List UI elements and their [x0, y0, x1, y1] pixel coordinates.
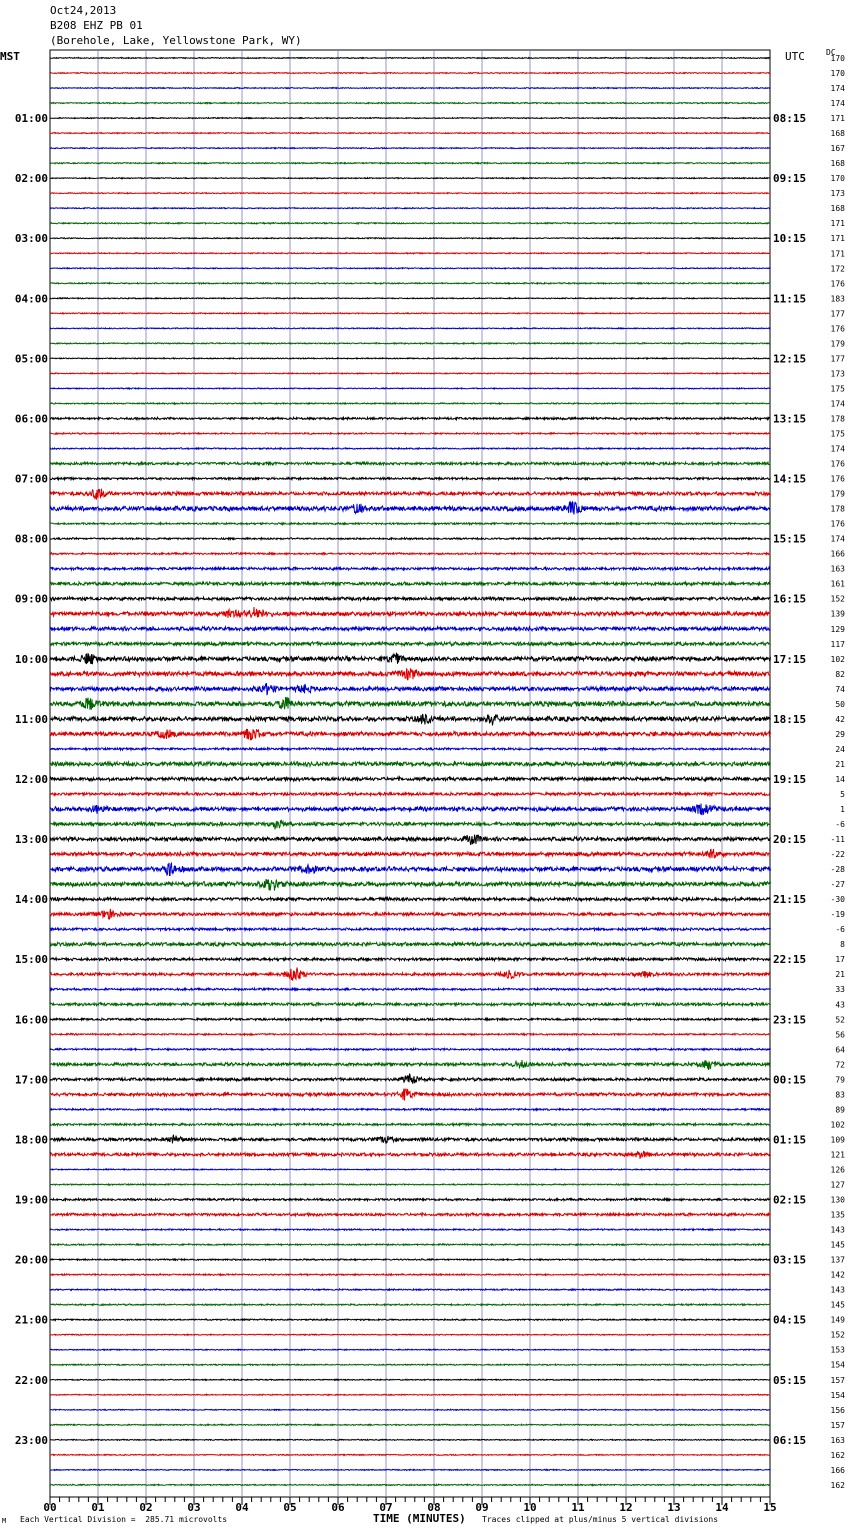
dc-offset-label: 102: [830, 654, 845, 664]
dc-offset-label: -19: [830, 910, 845, 920]
dc-offset-label: 145: [830, 1240, 845, 1250]
utc-hour-label: 10:15: [773, 232, 807, 246]
dc-offset-label: 1: [840, 805, 845, 814]
utc-hour-label: 20:15: [773, 833, 807, 847]
utc-hour-label: 05:15: [773, 1373, 807, 1387]
dc-offset-label: 152: [830, 1330, 845, 1340]
dc-offset-label: 127: [830, 1180, 845, 1190]
seismic-trace: [50, 313, 771, 314]
seismic-trace: [50, 792, 771, 795]
dc-offset-label: 179: [830, 339, 845, 349]
seismic-trace: [50, 1259, 771, 1261]
dc-offset-label: 178: [830, 414, 845, 424]
left-timezone-label: MST: [0, 50, 20, 63]
dc-offset-label: 173: [830, 369, 845, 379]
seismic-trace: [50, 1349, 771, 1350]
dc-offset-label: 166: [830, 549, 845, 559]
seismic-trace: [50, 358, 771, 359]
seismic-trace: [50, 283, 771, 284]
dc-offset-label: 83: [835, 1090, 845, 1100]
dc-offset-label: 130: [830, 1195, 845, 1205]
seismic-trace: [50, 849, 771, 858]
seismic-trace: [50, 1439, 771, 1440]
seismic-trace: [50, 57, 771, 58]
dc-offset-label: 161: [830, 579, 845, 589]
x-tick-label: 07: [379, 1501, 393, 1514]
seismic-trace: [50, 1169, 771, 1170]
dc-offset-label: 177: [830, 309, 845, 319]
seismic-trace: [50, 1454, 771, 1455]
dc-offset-label: 154: [830, 1360, 845, 1370]
dc-offset-label: 176: [830, 459, 845, 469]
utc-hour-label: 08:15: [773, 112, 807, 126]
seismic-trace: [50, 1394, 771, 1395]
seismic-trace: [50, 178, 771, 179]
mst-hour-label: 19:00: [14, 1193, 48, 1207]
dc-offset-label: 163: [830, 1435, 845, 1445]
dc-offset-label: 149: [830, 1315, 845, 1325]
dc-offset-label: 137: [830, 1255, 845, 1265]
dc-offset-label: 43: [835, 1000, 845, 1010]
seismic-trace: [50, 1319, 771, 1321]
seismic-trace: [50, 417, 771, 419]
dc-offset-label: 174: [830, 444, 845, 454]
x-tick-label: 14: [715, 1501, 729, 1514]
seismic-trace: [50, 1364, 771, 1365]
mst-hour-label: 15:00: [14, 953, 48, 967]
seismic-trace: [50, 1135, 771, 1144]
seismic-trace: [50, 1424, 771, 1425]
dc-offset-label: 5: [840, 789, 845, 799]
dc-offset-label: -27: [830, 880, 845, 890]
dc-offset-label: 117: [830, 639, 845, 649]
utc-hour-label: 19:15: [773, 772, 807, 786]
seismic-trace: [50, 502, 771, 515]
seismic-trace: [50, 328, 771, 329]
seismic-trace: [50, 627, 771, 631]
seismic-trace: [50, 1274, 771, 1276]
dc-offset-label: -28: [830, 865, 845, 875]
utc-hour-label: 16:15: [773, 592, 807, 606]
dc-offset-label: 171: [830, 219, 845, 229]
dc-offset-label: 56: [835, 1030, 845, 1040]
seismic-trace: [50, 133, 771, 134]
seismic-trace: [50, 821, 771, 830]
seismic-trace: [50, 729, 771, 740]
utc-hour-label: 11:15: [773, 292, 807, 306]
utc-hour-label: 17:15: [773, 652, 807, 666]
dc-offset-label: 143: [830, 1285, 845, 1295]
x-tick-label: 05: [283, 1501, 297, 1514]
mst-hour-label: 10:00: [14, 652, 48, 666]
mst-hour-label: 12:00: [14, 772, 48, 786]
mst-hour-label: 01:00: [14, 112, 48, 126]
seismic-trace: [50, 1409, 771, 1410]
seismic-trace: [50, 1244, 771, 1246]
dc-offset-label: 21: [835, 970, 845, 980]
dc-offset-label: 42: [835, 714, 845, 724]
seismic-trace: [50, 582, 771, 585]
seismic-trace: [50, 1089, 771, 1101]
chart-header-date: Oct24,2013: [50, 4, 117, 17]
seismic-trace: [50, 268, 771, 269]
seismic-trace: [50, 597, 771, 601]
seismic-trace: [50, 553, 771, 555]
seismic-trace: [50, 72, 771, 73]
seismic-trace: [50, 1469, 771, 1470]
dc-offset-label: 154: [830, 1390, 845, 1400]
mst-hour-label: 16:00: [14, 1013, 48, 1027]
dc-offset-label: 168: [830, 204, 845, 214]
x-tick-label: 03: [187, 1501, 201, 1514]
dc-offset-label: 174: [830, 99, 845, 109]
dc-offset-label: 172: [830, 264, 845, 274]
seismic-trace: [50, 433, 771, 435]
seismic-trace: [50, 102, 771, 103]
seismic-trace: [50, 669, 771, 680]
utc-hour-label: 18:15: [773, 712, 807, 726]
right-timezone-label: UTC: [785, 50, 805, 63]
dc-offset-label: -6: [835, 925, 845, 935]
x-tick-label: 11: [571, 1501, 585, 1514]
utc-hour-label: 12:15: [773, 352, 807, 366]
dc-offset-label: 174: [830, 534, 845, 544]
mst-hour-label: 11:00: [14, 712, 48, 726]
dc-offset-label: 170: [830, 174, 845, 184]
dc-offset-label: 170: [830, 69, 845, 79]
utc-hour-label: 00:15: [773, 1073, 807, 1087]
utc-hour-label: 14:15: [773, 472, 807, 486]
x-tick-label: 15: [763, 1501, 777, 1514]
utc-hour-label: 03:15: [773, 1253, 807, 1267]
seismic-trace: [50, 477, 771, 479]
footer-corner-mark: M: [2, 1517, 7, 1525]
seismic-trace: [50, 714, 771, 725]
dc-offset-label: 168: [830, 159, 845, 169]
seismic-trace: [50, 863, 771, 876]
dc-offset-label: 176: [830, 324, 845, 334]
seismic-trace: [50, 988, 771, 990]
mst-hour-label: 22:00: [14, 1373, 48, 1387]
seismic-trace: [50, 1074, 771, 1084]
x-tick-label: 06: [331, 1501, 345, 1514]
utc-hour-label: 13:15: [773, 412, 807, 426]
dc-offset-label: 126: [830, 1165, 845, 1175]
dc-offset-label: 33: [835, 985, 845, 995]
chart-header-location: (Borehole, Lake, Yellowstone Park, WY): [50, 34, 302, 47]
dc-offset-label: 171: [830, 234, 845, 244]
dc-offset-label: -22: [830, 850, 845, 860]
dc-offset-label: 157: [830, 1375, 845, 1385]
mst-hour-label: 04:00: [14, 292, 48, 306]
seismic-trace: [50, 958, 771, 961]
seismic-trace: [50, 942, 771, 946]
seismic-trace: [50, 1048, 771, 1050]
dc-offset-label: 162: [830, 1480, 845, 1490]
dc-offset-label: 72: [835, 1060, 845, 1070]
dc-offset-label: -30: [830, 895, 845, 905]
seismic-trace: [50, 148, 771, 149]
dc-offset-label: 17: [835, 955, 845, 965]
seismic-trace: [50, 897, 771, 901]
dc-offset-label: 102: [830, 1120, 845, 1130]
mst-hour-label: 23:00: [14, 1433, 48, 1447]
seismic-trace: [50, 448, 771, 450]
dc-offset-label: 143: [830, 1225, 845, 1235]
dc-offset-label: 171: [830, 114, 845, 124]
dc-offset-label: 175: [830, 429, 845, 439]
utc-hour-label: 15:15: [773, 532, 807, 546]
mst-hour-label: 14:00: [14, 893, 48, 907]
mst-hour-label: 13:00: [14, 833, 48, 847]
seismic-trace: [50, 683, 771, 695]
seismic-trace: [50, 697, 771, 710]
dc-offset-label: 171: [830, 249, 845, 259]
dc-offset-label: 177: [830, 354, 845, 364]
dc-offset-label: 142: [830, 1270, 845, 1280]
mst-hour-label: 08:00: [14, 532, 48, 546]
dc-offset-label: 135: [830, 1210, 845, 1220]
dc-offset-label: 29: [835, 729, 845, 739]
x-tick-label: 10: [523, 1501, 537, 1514]
dc-offset-label: 179: [830, 489, 845, 499]
seismic-trace: [50, 762, 771, 767]
dc-offset-label: 79: [835, 1075, 845, 1085]
dc-offset-label: 178: [830, 504, 845, 514]
seismic-trace: [50, 777, 771, 781]
seismic-trace: [50, 373, 771, 374]
dc-offset-label: 173: [830, 189, 845, 199]
mst-hour-label: 09:00: [14, 592, 48, 606]
mst-hour-label: 17:00: [14, 1073, 48, 1087]
dc-offset-label: 82: [835, 669, 845, 679]
dc-offset-label: 168: [830, 129, 845, 139]
x-tick-label: 09: [475, 1501, 489, 1514]
seismic-trace: [50, 462, 771, 465]
utc-hour-label: 04:15: [773, 1313, 807, 1327]
seismic-trace: [50, 253, 771, 254]
mst-hour-label: 06:00: [14, 412, 48, 426]
dc-offset-label: 167: [830, 144, 845, 154]
chart-header-station: B208 EHZ PB 01: [50, 19, 143, 32]
mst-hour-label: 02:00: [14, 172, 48, 186]
dc-offset-label: 170: [830, 54, 845, 63]
mst-hour-label: 07:00: [14, 472, 48, 486]
dc-column-label: DC: [826, 48, 836, 57]
seismic-trace: [50, 1151, 771, 1158]
mst-hour-label: 20:00: [14, 1253, 48, 1267]
x-tick-label: 00: [43, 1501, 57, 1514]
seismic-trace: [50, 163, 771, 164]
seismic-trace: [50, 403, 771, 404]
dc-offset-label: 139: [830, 609, 845, 619]
seismic-trace: [50, 1033, 771, 1035]
dc-offset-label: 156: [830, 1405, 845, 1415]
dc-offset-label: 64: [835, 1045, 845, 1055]
x-axis-label: TIME (MINUTES): [373, 1512, 466, 1525]
seismic-trace: [50, 748, 771, 750]
dc-offset-label: 52: [835, 1015, 845, 1025]
seismic-trace: [50, 1198, 771, 1200]
seismic-trace: [50, 238, 771, 239]
dc-offset-label: 183: [830, 294, 845, 304]
dc-offset-label: -6: [835, 820, 845, 830]
seismic-trace: [50, 1003, 771, 1006]
x-tick-label: 08: [427, 1501, 441, 1514]
seismic-trace: [50, 879, 771, 891]
utc-hour-label: 02:15: [773, 1193, 807, 1207]
seismic-trace: [50, 1060, 771, 1070]
dc-offset-label: 157: [830, 1420, 845, 1430]
dc-offset-label: 24: [835, 744, 845, 754]
dc-offset-label: 129: [830, 624, 845, 634]
x-tick-label: 02: [139, 1501, 153, 1514]
seismic-trace: [50, 968, 771, 981]
seismic-trace: [50, 88, 771, 89]
seismic-trace: [50, 489, 771, 500]
seismic-trace: [50, 1484, 771, 1485]
utc-hour-label: 01:15: [773, 1133, 807, 1147]
seismic-trace: [50, 1184, 771, 1185]
seismic-trace: [50, 567, 771, 570]
dc-offset-label: 121: [830, 1150, 845, 1160]
dc-offset-label: 153: [830, 1345, 845, 1355]
x-tick-label: 01: [91, 1501, 105, 1514]
seismic-trace: [50, 653, 771, 664]
utc-hour-label: 21:15: [773, 893, 807, 907]
dc-offset-label: 145: [830, 1300, 845, 1310]
utc-hour-label: 09:15: [773, 172, 807, 186]
seismic-trace: [50, 193, 771, 194]
mst-hour-label: 18:00: [14, 1133, 48, 1147]
utc-hour-label: 23:15: [773, 1013, 807, 1027]
seismic-trace: [50, 1379, 771, 1380]
seismic-trace: [50, 928, 771, 931]
dc-offset-label: 152: [830, 594, 845, 604]
dc-offset-label: 89: [835, 1105, 845, 1115]
dc-offset-label: 8: [840, 940, 845, 950]
dc-offset-label: 176: [830, 474, 845, 484]
seismic-trace: [50, 1213, 771, 1216]
x-tick-label: 04: [235, 1501, 249, 1514]
dc-offset-label: 174: [830, 399, 845, 409]
scale-note: Each Vertical Division = 285.71 microvolts: [20, 1515, 228, 1524]
clip-note: Traces clipped at plus/minus 5 vertical divisions: [482, 1515, 719, 1524]
dc-offset-label: -11: [830, 835, 845, 845]
dc-offset-label: 109: [830, 1135, 845, 1145]
dc-offset-label: 176: [830, 279, 845, 289]
seismic-trace: [50, 642, 771, 646]
seismic-trace: [50, 1229, 771, 1231]
seismic-trace: [50, 388, 771, 389]
mst-hour-label: 05:00: [14, 352, 48, 366]
dc-offset-label: 74: [835, 684, 845, 694]
dc-offset-label: 162: [830, 1450, 845, 1460]
x-tick-label: 13: [667, 1501, 681, 1514]
dc-offset-label: 166: [830, 1465, 845, 1475]
seismic-trace: [50, 607, 771, 618]
seismic-trace: [50, 343, 771, 344]
dc-offset-label: 174: [830, 84, 845, 94]
dc-offset-label: 21: [835, 759, 845, 769]
seismic-trace: [50, 1108, 771, 1110]
seismic-trace: [50, 1334, 771, 1335]
seismic-trace: [50, 208, 771, 209]
dc-offset-label: 175: [830, 384, 845, 394]
seismic-trace: [50, 1018, 771, 1020]
seismic-trace: [50, 523, 771, 525]
mst-hour-label: 21:00: [14, 1313, 48, 1327]
seismic-trace: [50, 223, 771, 224]
dc-offset-label: 14: [835, 774, 845, 784]
seismic-trace: [50, 118, 771, 119]
dc-offset-label: 163: [830, 564, 845, 574]
seismic-trace: [50, 1304, 771, 1306]
seismic-trace: [50, 804, 771, 815]
dc-offset-label: 176: [830, 519, 845, 529]
seismic-trace: [50, 1289, 771, 1291]
seismic-trace: [50, 909, 771, 919]
seismic-trace: [50, 538, 771, 540]
seismic-trace: [50, 298, 771, 299]
utc-hour-label: 06:15: [773, 1433, 807, 1447]
plot-frame: [50, 50, 770, 1497]
x-tick-label: 12: [619, 1501, 633, 1514]
seismic-trace: [50, 1123, 771, 1125]
mst-hour-label: 03:00: [14, 232, 48, 246]
utc-hour-label: 22:15: [773, 953, 807, 967]
dc-offset-label: 50: [835, 699, 845, 709]
seismic-trace: [50, 835, 771, 845]
